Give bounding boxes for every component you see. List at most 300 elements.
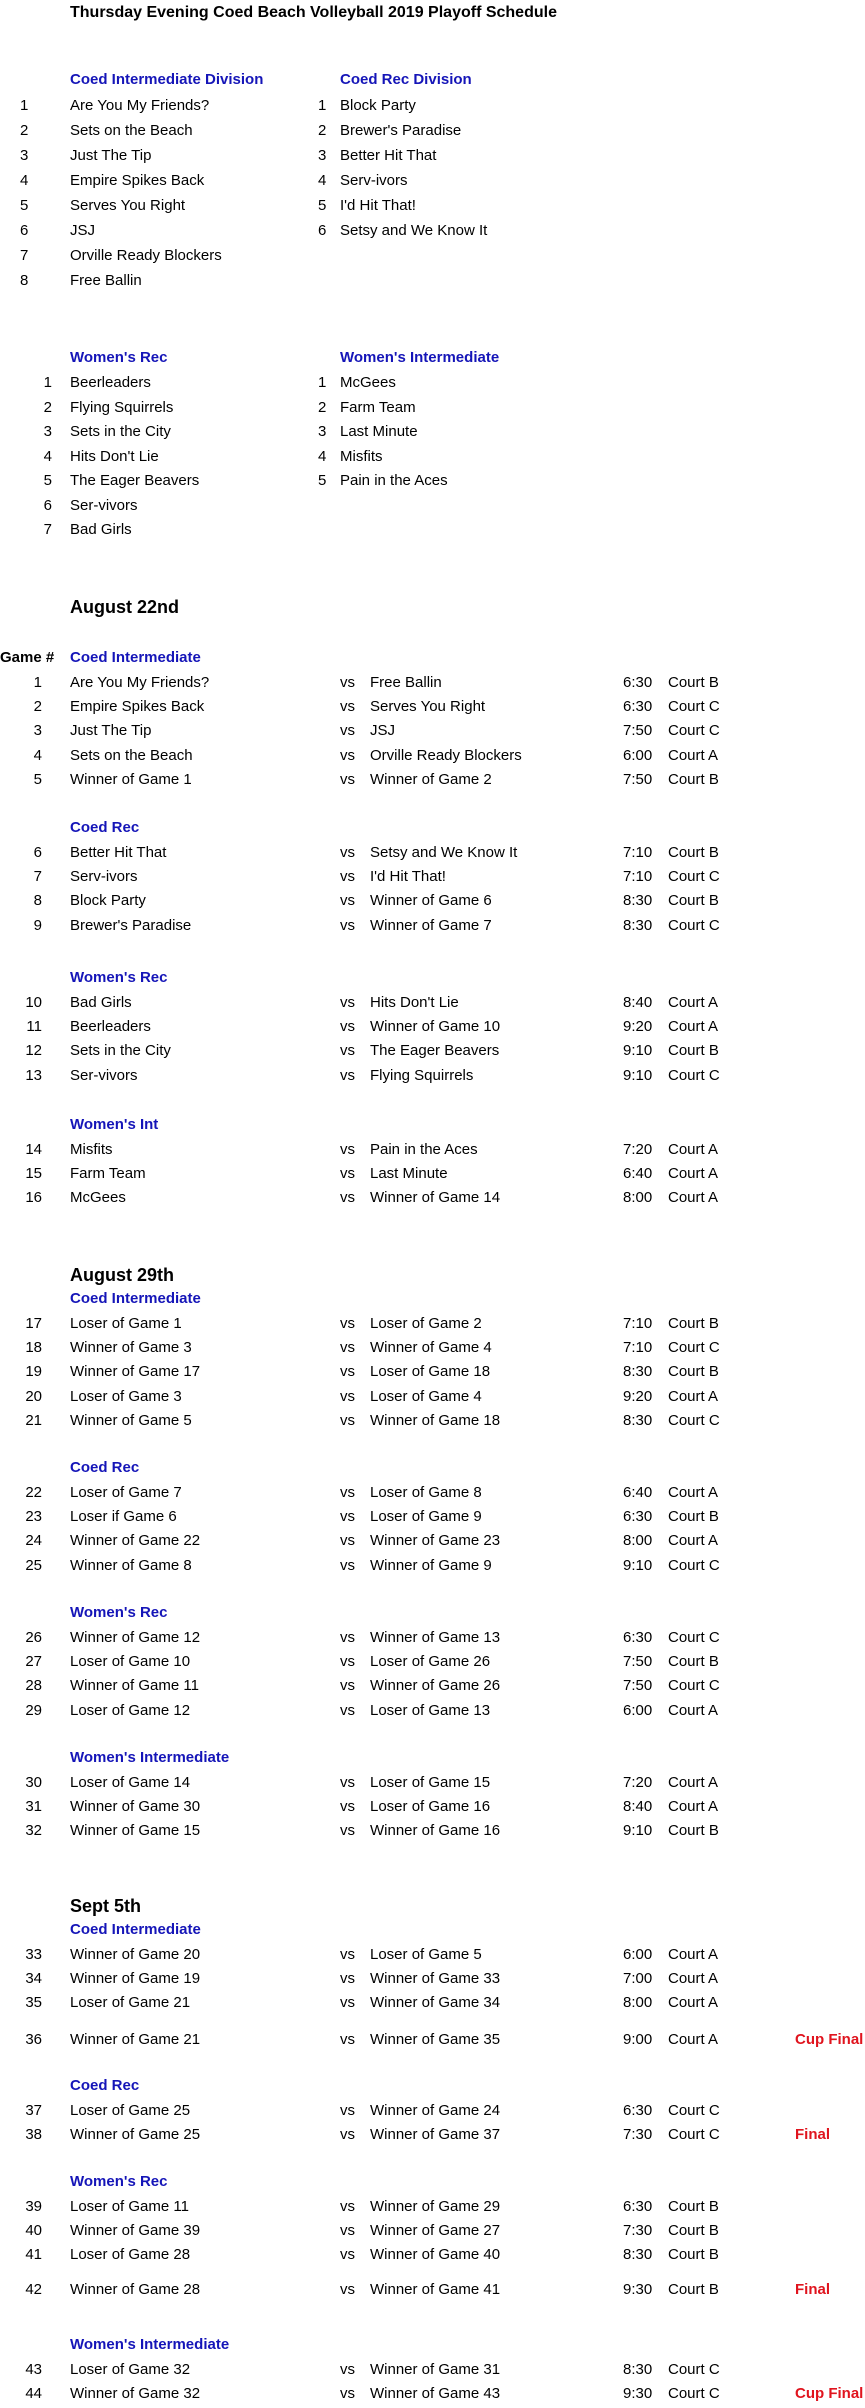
seed-team-name: Pain in the Aces <box>340 472 448 489</box>
game-number: 30 <box>25 1774 42 1791</box>
court-name: Court C <box>668 2126 720 2144</box>
vs-label: vs <box>340 1556 355 1574</box>
court-name: Court A <box>668 1141 719 1158</box>
game-number: 20 <box>25 1387 42 1405</box>
vs-label: vs <box>340 2246 355 2264</box>
team-a: Brewer's Paradise <box>70 916 192 934</box>
game-number: 13 <box>25 1066 42 1084</box>
game-number: 37 <box>25 2102 42 2119</box>
game-time: 8:30 <box>623 1363 653 1381</box>
vs-label: vs <box>340 2102 355 2119</box>
court-name: Court A <box>668 2030 719 2048</box>
game-time: 6:40 <box>623 1165 653 1183</box>
team-a: Just The Tip <box>70 722 152 740</box>
team-a: Ser-vivors <box>70 1066 138 1084</box>
vs-label: vs <box>340 1701 355 1719</box>
team-b: Loser of Game 8 <box>370 1484 482 1501</box>
team-a: Beerleaders <box>70 1018 151 1036</box>
game-time: 7:30 <box>623 2126 653 2144</box>
game-time: 7:50 <box>623 722 653 740</box>
game-number: 41 <box>25 2246 42 2264</box>
court-name: Court A <box>668 1701 719 1719</box>
game-time: 9:10 <box>623 1066 653 1084</box>
schedule-division-heading: Coed Rec <box>70 2077 140 2094</box>
game-number: 12 <box>25 1042 42 1060</box>
vs-label: vs <box>340 1774 355 1791</box>
seed-team-name: Ser-vivors <box>70 496 138 514</box>
game-time: 8:30 <box>623 892 653 910</box>
vs-label: vs <box>340 2198 355 2215</box>
seed-team-name: Block Party <box>340 97 416 114</box>
seed-team-name: Are You My Friends? <box>70 97 210 114</box>
team-a: Winner of Game 8 <box>70 1556 192 1574</box>
game-number: 42 <box>25 2280 42 2298</box>
seed-rank: 7 <box>20 247 29 264</box>
schedule-date-heading: August 29th <box>70 1265 175 1285</box>
seed-team-name: I'd Hit That! <box>340 197 416 214</box>
vs-label: vs <box>340 1484 355 1501</box>
game-time: 6:30 <box>623 1629 653 1646</box>
team-a: Loser of Game 28 <box>70 2246 191 2264</box>
game-number: 16 <box>25 1189 42 1207</box>
court-name: Court C <box>668 2102 720 2119</box>
team-a: Are You My Friends? <box>70 674 210 691</box>
team-b: Winner of Game 24 <box>370 2102 501 2119</box>
team-a: Winner of Game 28 <box>70 2280 201 2298</box>
team-b: Winner of Game 29 <box>370 2198 501 2215</box>
team-b: Pain in the Aces <box>370 1141 478 1158</box>
seed-team-name: Just The Tip <box>70 147 152 164</box>
team-b: Winner of Game 7 <box>370 916 492 934</box>
team-b: Hits Don't Lie <box>370 994 459 1011</box>
vs-label: vs <box>340 674 355 691</box>
seed-rank: 5 <box>20 197 29 214</box>
team-b: Loser of Game 5 <box>370 1946 482 1963</box>
court-name: Court A <box>668 1387 719 1405</box>
game-number: 21 <box>25 1411 42 1429</box>
team-a: Misfits <box>70 1141 113 1158</box>
game-time: 6:00 <box>623 1701 653 1719</box>
court-name: Court C <box>668 1066 720 1084</box>
seed-rank: 4 <box>20 172 29 189</box>
seed-team-name: Sets on the Beach <box>70 122 193 139</box>
team-b: Winner of Game 33 <box>370 1970 501 1988</box>
vs-label: vs <box>340 1946 355 1963</box>
team-b: JSJ <box>370 722 396 740</box>
game-number: 34 <box>25 1970 42 1988</box>
final-badge: Cup Final <box>795 2385 864 2403</box>
game-number: 26 <box>25 1629 42 1646</box>
team-a: Farm Team <box>70 1165 146 1183</box>
court-name: Court B <box>668 1653 719 1671</box>
vs-label: vs <box>340 1018 355 1036</box>
seed-rank: 1 <box>318 374 327 391</box>
team-b: Loser of Game 18 <box>370 1363 491 1381</box>
team-a: Loser if Game 6 <box>70 1508 177 1526</box>
game-number: 18 <box>25 1339 42 1357</box>
seed-rank: 3 <box>318 423 327 440</box>
team-b: Winner of Game 40 <box>370 2246 501 2264</box>
team-b: Winner of Game 18 <box>370 1411 501 1429</box>
team-a: Loser of Game 11 <box>70 2198 189 2215</box>
schedule-division-heading: Coed Intermediate <box>70 649 201 666</box>
court-name: Court B <box>668 1822 719 1840</box>
team-a: McGees <box>70 1189 126 1207</box>
game-number: 32 <box>25 1822 42 1840</box>
game-time: 9:20 <box>623 1018 653 1036</box>
team-a: Winner of Game 3 <box>70 1339 192 1357</box>
seed-rank: 2 <box>20 122 29 139</box>
team-b: Loser of Game 16 <box>370 1798 491 1816</box>
seed-rank: 6 <box>318 222 327 239</box>
team-a: Winner of Game 12 <box>70 1629 201 1646</box>
game-number: 35 <box>25 1994 42 2012</box>
game-number: 25 <box>25 1556 42 1574</box>
seed-team-name: Better Hit That <box>340 147 437 164</box>
court-name: Court C <box>668 1629 720 1646</box>
court-name: Court B <box>668 2222 719 2240</box>
court-name: Court B <box>668 2246 719 2264</box>
game-number: 4 <box>33 746 42 764</box>
seed-rank: 2 <box>318 398 327 416</box>
vs-label: vs <box>340 2222 355 2240</box>
vs-label: vs <box>340 2126 355 2144</box>
schedule-division-heading: Coed Rec <box>70 1459 140 1476</box>
team-a: Better Hit That <box>70 844 167 861</box>
team-a: Winner of Game 17 <box>70 1363 201 1381</box>
court-name: Court B <box>668 844 719 861</box>
seed-team-name: The Eager Beavers <box>70 472 200 489</box>
team-a: Bad Girls <box>70 994 132 1011</box>
final-badge: Cup Final <box>795 2030 864 2048</box>
court-name: Court C <box>668 868 720 886</box>
game-number: 29 <box>25 1701 42 1719</box>
game-time: 9:30 <box>623 2280 653 2298</box>
team-b: Serves You Right <box>370 698 486 716</box>
game-time: 8:00 <box>623 1532 653 1550</box>
team-a: Winner of Game 30 <box>70 1798 201 1816</box>
team-a: Winner of Game 11 <box>70 1677 199 1695</box>
team-b: Last Minute <box>370 1165 448 1183</box>
vs-label: vs <box>340 1629 355 1646</box>
game-number: 6 <box>33 844 42 861</box>
game-time: 6:00 <box>623 1946 653 1963</box>
vs-label: vs <box>340 770 355 788</box>
seed-team-name: Setsy and We Know It <box>340 222 488 239</box>
team-b: Winner of Game 2 <box>370 770 492 788</box>
seed-team-name: Empire Spikes Back <box>70 172 205 189</box>
seed-rank: 4 <box>43 447 52 465</box>
vs-label: vs <box>340 868 355 886</box>
team-a: Loser of Game 14 <box>70 1774 191 1791</box>
team-a: Loser of Game 1 <box>70 1315 182 1332</box>
vs-label: vs <box>340 1411 355 1429</box>
court-name: Court B <box>668 770 719 788</box>
team-b: Winner of Game 37 <box>370 2126 501 2144</box>
seed-team-name: Flying Squirrels <box>70 398 174 416</box>
seed-rank: 8 <box>20 272 29 289</box>
team-a: Serv-ivors <box>70 868 138 886</box>
team-a: Block Party <box>70 892 146 910</box>
vs-label: vs <box>340 722 355 740</box>
game-time: 9:10 <box>623 1556 653 1574</box>
team-b: Winner of Game 14 <box>370 1189 501 1207</box>
team-b: Winner of Game 43 <box>370 2385 501 2403</box>
vs-label: vs <box>340 1387 355 1405</box>
court-name: Court C <box>668 698 720 716</box>
team-b: Flying Squirrels <box>370 1066 474 1084</box>
game-time: 6:30 <box>623 2102 653 2119</box>
game-time: 8:00 <box>623 1994 653 2012</box>
vs-label: vs <box>340 892 355 910</box>
game-time: 8:30 <box>623 916 653 934</box>
court-name: Court A <box>668 1994 719 2012</box>
seed-team-name: McGees <box>340 374 396 391</box>
court-name: Court C <box>668 1556 720 1574</box>
court-name: Court B <box>668 674 719 691</box>
court-name: Court C <box>668 1677 720 1695</box>
court-name: Court C <box>668 722 720 740</box>
court-name: Court A <box>668 1946 719 1963</box>
team-a: Winner of Game 1 <box>70 770 192 788</box>
vs-label: vs <box>340 1363 355 1381</box>
team-b: Winner of Game 16 <box>370 1822 501 1840</box>
vs-label: vs <box>340 2361 355 2378</box>
seed-rank: 4 <box>318 447 327 465</box>
seed-team-name: Misfits <box>340 447 383 465</box>
court-name: Court A <box>668 1774 719 1791</box>
seed-rank: 7 <box>43 521 52 538</box>
team-b: Loser of Game 26 <box>370 1653 491 1671</box>
team-b: Winner of Game 23 <box>370 1532 501 1550</box>
court-name: Court B <box>668 1042 719 1060</box>
final-badge: Final <box>795 2280 831 2298</box>
court-name: Court A <box>668 1798 719 1816</box>
team-b: I'd Hit That! <box>370 868 446 886</box>
game-number: 7 <box>33 868 42 886</box>
seed-rank: 3 <box>318 147 327 164</box>
team-b: Winner of Game 6 <box>370 892 492 910</box>
schedule-division-heading: Coed Intermediate <box>70 1290 201 1307</box>
team-a: Sets on the Beach <box>70 746 193 764</box>
game-time: 8:00 <box>623 1189 653 1207</box>
team-b: Loser of Game 2 <box>370 1315 482 1332</box>
court-name: Court B <box>668 1315 719 1332</box>
game-time: 8:30 <box>623 2246 653 2264</box>
team-b: Winner of Game 13 <box>370 1629 501 1646</box>
court-name: Court B <box>668 1508 719 1526</box>
court-name: Court A <box>668 746 719 764</box>
game-number: 40 <box>25 2222 42 2240</box>
seed-rank: 5 <box>43 472 52 489</box>
game-time: 9:20 <box>623 1387 653 1405</box>
game-time: 9:00 <box>623 2030 653 2048</box>
court-name: Court C <box>668 916 720 934</box>
seed-team-name: Brewer's Paradise <box>340 122 462 139</box>
game-time: 6:30 <box>623 2198 653 2215</box>
game-time: 9:10 <box>623 1042 653 1060</box>
team-a: Winner of Game 39 <box>70 2222 201 2240</box>
game-number: 33 <box>25 1946 42 1963</box>
game-time: 7:30 <box>623 2222 653 2240</box>
team-a: Empire Spikes Back <box>70 698 205 716</box>
game-number: 1 <box>33 674 42 691</box>
vs-label: vs <box>340 2030 355 2048</box>
court-name: Court A <box>668 1970 719 1988</box>
game-number: 19 <box>25 1363 42 1381</box>
team-a: Winner of Game 19 <box>70 1970 201 1988</box>
court-name: Court A <box>668 1532 719 1550</box>
final-badge: Final <box>795 2126 831 2144</box>
game-number: 5 <box>33 770 42 788</box>
team-b: Loser of Game 9 <box>370 1508 482 1526</box>
game-time: 8:40 <box>623 994 653 1011</box>
seed-team-name: Bad Girls <box>70 521 132 538</box>
seed-rank: 2 <box>318 122 327 139</box>
team-a: Winner of Game 22 <box>70 1532 201 1550</box>
game-number: 2 <box>33 698 42 716</box>
team-b: Winner of Game 31 <box>370 2361 501 2378</box>
game-time: 6:30 <box>623 674 653 691</box>
game-number: 3 <box>33 722 42 740</box>
game-time: 8:40 <box>623 1798 653 1816</box>
game-time: 7:50 <box>623 1653 653 1671</box>
game-time: 7:20 <box>623 1141 653 1158</box>
team-b: Winner of Game 4 <box>370 1339 492 1357</box>
game-number: 38 <box>25 2126 42 2144</box>
seed-rank: 1 <box>20 97 29 114</box>
vs-label: vs <box>340 1532 355 1550</box>
vs-label: vs <box>340 1315 355 1332</box>
court-name: Court B <box>668 892 719 910</box>
game-time: 7:10 <box>623 844 653 861</box>
game-number: 43 <box>25 2361 42 2378</box>
team-a: Loser of Game 10 <box>70 1653 191 1671</box>
team-b: Loser of Game 15 <box>370 1774 491 1791</box>
vs-label: vs <box>340 1822 355 1840</box>
game-time: 8:30 <box>623 1411 653 1429</box>
vs-label: vs <box>340 1066 355 1084</box>
seed-team-name: Orville Ready Blockers <box>70 247 222 264</box>
court-name: Court A <box>668 1165 719 1183</box>
court-name: Court C <box>668 2361 720 2378</box>
court-name: Court A <box>668 1018 719 1036</box>
vs-label: vs <box>340 844 355 861</box>
team-b: Winner of Game 10 <box>370 1018 501 1036</box>
seed-team-name: Last Minute <box>340 423 418 440</box>
game-number: 31 <box>25 1798 42 1816</box>
game-time: 9:30 <box>623 2385 653 2403</box>
game-time: 6:30 <box>623 1508 653 1526</box>
vs-label: vs <box>340 1508 355 1526</box>
game-number: 24 <box>25 1532 42 1550</box>
court-name: Court C <box>668 1339 720 1357</box>
team-a: Sets in the City <box>70 1042 171 1060</box>
seed-rank: 2 <box>43 398 52 416</box>
vs-label: vs <box>340 746 355 764</box>
game-time: 6:40 <box>623 1484 653 1501</box>
seed-rank: 6 <box>20 222 29 239</box>
schedule-division-heading: Coed Rec <box>70 819 140 836</box>
game-number: 11 <box>26 1018 42 1036</box>
schedule-date-heading: Sept 5th <box>70 1896 142 1916</box>
seed-team-name: Hits Don't Lie <box>70 447 159 465</box>
schedule-division-heading: Women's Rec <box>70 2173 168 2190</box>
seed-team-name: Beerleaders <box>70 374 151 391</box>
game-number: 22 <box>25 1484 42 1501</box>
seed-rank: 6 <box>43 496 52 514</box>
vs-label: vs <box>340 2385 355 2403</box>
seed-division-heading: Coed Rec Division <box>340 71 472 88</box>
page-title: Thursday Evening Coed Beach Volleyball 2019 Playoff Schedule <box>70 4 557 21</box>
game-time: 7:50 <box>623 770 653 788</box>
game-time: 7:50 <box>623 1677 653 1695</box>
schedule-division-heading: Coed Intermediate <box>70 1921 201 1938</box>
seed-rank: 1 <box>43 374 52 391</box>
team-a: Winner of Game 5 <box>70 1411 192 1429</box>
game-number: 15 <box>25 1165 42 1183</box>
team-a: Loser of Game 3 <box>70 1387 182 1405</box>
team-a: Loser of Game 12 <box>70 1701 191 1719</box>
vs-label: vs <box>340 1677 355 1695</box>
court-name: Court B <box>668 2280 719 2298</box>
seed-team-name: Sets in the City <box>70 423 171 440</box>
court-name: Court C <box>668 1411 720 1429</box>
team-a: Winner of Game 25 <box>70 2126 201 2144</box>
team-b: Winner of Game 9 <box>370 1556 492 1574</box>
game-number: 17 <box>25 1315 42 1332</box>
game-time: 8:30 <box>623 2361 653 2378</box>
team-b: Loser of Game 4 <box>370 1387 482 1405</box>
court-name: Court B <box>668 1363 719 1381</box>
team-a: Loser of Game 32 <box>70 2361 191 2378</box>
game-time: 7:00 <box>623 1970 653 1988</box>
vs-label: vs <box>340 1970 355 1988</box>
seed-rank: 3 <box>43 423 52 440</box>
game-number: 36 <box>25 2030 42 2048</box>
vs-label: vs <box>340 1042 355 1060</box>
seed-division-heading: Women's Intermediate <box>340 349 500 366</box>
seed-team-name: JSJ <box>70 222 96 239</box>
team-a: Winner of Game 15 <box>70 1822 201 1840</box>
game-number: 14 <box>25 1141 42 1158</box>
seed-rank: 5 <box>318 472 327 489</box>
court-name: Court A <box>668 1189 719 1207</box>
vs-label: vs <box>340 1653 355 1671</box>
schedule-division-heading: Women's Rec <box>70 969 168 986</box>
seed-team-name: Serv-ivors <box>340 172 408 189</box>
court-name: Court C <box>668 2385 720 2403</box>
vs-label: vs <box>340 1339 355 1357</box>
team-b: Winner of Game 27 <box>370 2222 501 2240</box>
court-name: Court A <box>668 1484 719 1501</box>
game-time: 7:20 <box>623 1774 653 1791</box>
game-number-column-header: Game # <box>0 649 55 666</box>
vs-label: vs <box>340 1189 355 1207</box>
schedule-date-heading: August 22nd <box>70 597 180 617</box>
seed-team-name: Serves You Right <box>70 197 186 214</box>
vs-label: vs <box>340 1994 355 2012</box>
team-b: The Eager Beavers <box>370 1042 500 1060</box>
seed-rank: 1 <box>318 97 327 114</box>
seed-team-name: Free Ballin <box>70 272 142 289</box>
seed-rank: 3 <box>20 147 29 164</box>
vs-label: vs <box>340 698 355 716</box>
team-b: Setsy and We Know It <box>370 844 518 861</box>
team-a: Loser of Game 25 <box>70 2102 191 2119</box>
vs-label: vs <box>340 916 355 934</box>
team-b: Winner of Game 26 <box>370 1677 501 1695</box>
